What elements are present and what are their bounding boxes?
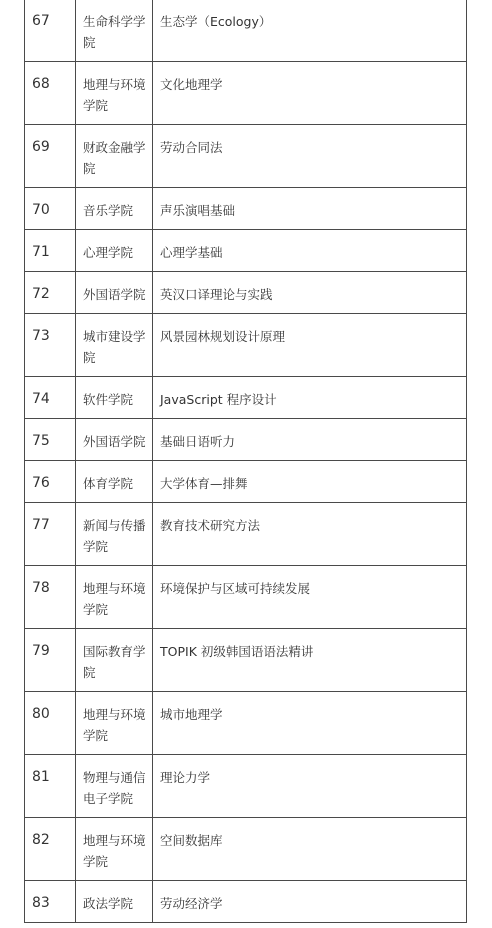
table-row xyxy=(25,62,467,125)
course-table-body xyxy=(25,0,467,923)
college-name: 城市建设学院 xyxy=(76,314,153,377)
course-name: 大学体育—排舞 xyxy=(153,461,467,503)
table-row xyxy=(25,881,467,923)
college-name: 物理与通信电子学院 xyxy=(76,755,153,818)
college-name: 地理与环境学院 xyxy=(76,62,153,125)
row-number: 75 xyxy=(25,419,76,461)
college-name: 政法学院 xyxy=(76,881,153,923)
college-name: 生命科学学院 xyxy=(76,0,153,62)
course-name: 劳动合同法 xyxy=(153,125,467,188)
table-row xyxy=(25,566,467,629)
course-table xyxy=(24,0,467,923)
college-name: 体育学院 xyxy=(76,461,153,503)
course-name: 生态学（Ecology） xyxy=(153,0,467,62)
row-number: 70 xyxy=(25,188,76,230)
row-number: 83 xyxy=(25,881,76,923)
college-name: 外国语学院 xyxy=(76,272,153,314)
row-number: 77 xyxy=(25,503,76,566)
table-row xyxy=(25,503,467,566)
row-number: 74 xyxy=(25,377,76,419)
row-number: 81 xyxy=(25,755,76,818)
course-name: 基础日语听力 xyxy=(153,419,467,461)
table-row xyxy=(25,230,467,272)
college-name: 音乐学院 xyxy=(76,188,153,230)
course-name: 英汉口译理论与实践 xyxy=(153,272,467,314)
course-name: 城市地理学 xyxy=(153,692,467,755)
table-row xyxy=(25,692,467,755)
table-row xyxy=(25,272,467,314)
table-row xyxy=(25,818,467,881)
row-number: 71 xyxy=(25,230,76,272)
college-name: 地理与环境学院 xyxy=(76,692,153,755)
college-name: 软件学院 xyxy=(76,377,153,419)
row-number: 78 xyxy=(25,566,76,629)
table-row xyxy=(25,377,467,419)
row-number: 82 xyxy=(25,818,76,881)
college-name: 财政金融学院 xyxy=(76,125,153,188)
table-row xyxy=(25,461,467,503)
row-number: 80 xyxy=(25,692,76,755)
college-name: 新闻与传播学院 xyxy=(76,503,153,566)
course-name: 心理学基础 xyxy=(153,230,467,272)
course-name: 空间数据库 xyxy=(153,818,467,881)
table-row xyxy=(25,0,467,62)
course-name: 文化地理学 xyxy=(153,62,467,125)
college-name: 国际教育学院 xyxy=(76,629,153,692)
row-number: 68 xyxy=(25,62,76,125)
college-name: 外国语学院 xyxy=(76,419,153,461)
course-name: 声乐演唱基础 xyxy=(153,188,467,230)
row-number: 79 xyxy=(25,629,76,692)
course-name: 教育技术研究方法 xyxy=(153,503,467,566)
course-name: JavaScript 程序设计 xyxy=(153,377,467,419)
table-row xyxy=(25,314,467,377)
table-row xyxy=(25,629,467,692)
table-row xyxy=(25,755,467,818)
table-row xyxy=(25,125,467,188)
course-name: 环境保护与区域可持续发展 xyxy=(153,566,467,629)
course-name: TOPIK 初级韩国语语法精讲 xyxy=(153,629,467,692)
row-number: 72 xyxy=(25,272,76,314)
row-number: 76 xyxy=(25,461,76,503)
row-number: 69 xyxy=(25,125,76,188)
table-row xyxy=(25,419,467,461)
course-name: 劳动经济学 xyxy=(153,881,467,923)
course-name: 风景园林规划设计原理 xyxy=(153,314,467,377)
college-name: 地理与环境学院 xyxy=(76,566,153,629)
course-name: 理论力学 xyxy=(153,755,467,818)
college-name: 心理学院 xyxy=(76,230,153,272)
row-number: 67 xyxy=(25,0,76,62)
table-row xyxy=(25,188,467,230)
row-number: 73 xyxy=(25,314,76,377)
college-name: 地理与环境学院 xyxy=(76,818,153,881)
